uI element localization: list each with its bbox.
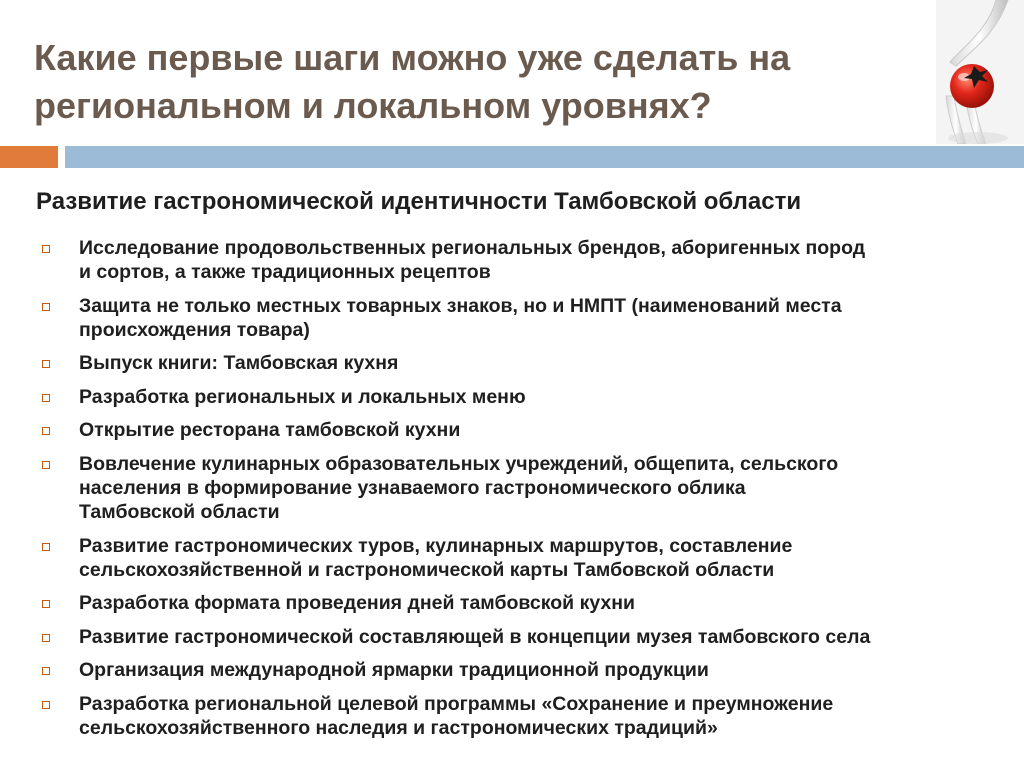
square-bullet-icon — [42, 360, 50, 368]
square-bullet-icon — [42, 667, 50, 675]
bullet-item — [40, 534, 1000, 582]
bullet-item — [40, 452, 1000, 524]
bullet-text-line: Защита не только местных товарных знаков, но и НМПТ (наименований места — [79, 294, 842, 317]
square-bullet-icon — [42, 245, 50, 253]
square-bullet-icon — [42, 701, 50, 709]
slide-subtitle: Развитие гастрономической идентичности Тамбовской области — [36, 188, 802, 215]
fork-with-tomato-icon — [936, 0, 1024, 144]
bullet-text-line: Организация международной ярмарки традиционной продукции — [79, 659, 709, 682]
bullet-item — [40, 591, 1000, 615]
bullet-item — [40, 418, 1000, 442]
bullet-item — [40, 236, 1000, 284]
bullet-text-line: Разработка формата проведения дней тамбовской кухни — [79, 592, 636, 615]
slide-title-line-1: Какие первые шаги можно уже сделать на — [34, 37, 791, 78]
square-bullet-icon — [42, 600, 50, 608]
bullet-text-line: Открытие ресторана тамбовской кухни — [79, 419, 461, 442]
bullet-text-line: сельскохозяйственной и гастрономической карты Тамбовской области — [79, 558, 775, 581]
bullet-text-line: Развитие гастрономической составляющей в концепции музея тамбовского села — [79, 625, 871, 648]
bullet-item — [40, 658, 1000, 682]
slide-title — [34, 34, 914, 130]
square-bullet-icon — [42, 427, 50, 435]
bullet-text-line: Разработка региональных и локальных меню — [79, 385, 526, 408]
square-bullet-icon — [42, 394, 50, 402]
bullet-text-line: происхождения товара) — [79, 318, 310, 341]
bullet-text-line: Разработка региональной целевой программы «Сохранение и преумножение — [79, 692, 834, 715]
slide-title-line-2: региональном и локальном уровнях? — [34, 85, 712, 126]
bullet-item — [40, 385, 1000, 409]
square-bullet-icon — [42, 543, 50, 551]
bullet-text-line: Тамбовской области — [79, 500, 280, 523]
square-bullet-icon — [42, 303, 50, 311]
divider-bar-left — [0, 146, 58, 168]
bullet-list — [40, 236, 1000, 750]
bullet-item — [40, 692, 1000, 740]
bullet-text-line: и сортов, а также традиционных рецептов — [79, 261, 491, 283]
bullet-text-line: Исследование продовольственных региональных брендов, аборигенных пород — [79, 237, 866, 259]
bullet-item — [40, 351, 1000, 375]
bullet-text-line: сельскохозяйственного наследия и гастрономических традиций» — [79, 716, 718, 739]
divider-bar-right — [65, 146, 1024, 168]
bullet-text-line: Вовлечение кулинарных образовательных учреждений, общепита, сельского — [79, 452, 839, 475]
square-bullet-icon — [42, 461, 50, 469]
square-bullet-icon — [42, 634, 50, 642]
bullet-text-line: Выпуск книги: Тамбовская кухня — [79, 352, 399, 375]
bullet-text-line: населения в формирование узнаваемого гастрономического облика — [79, 476, 746, 499]
bullet-item — [40, 625, 1000, 649]
bullet-text-line: Развитие гастрономических туров, кулинарных маршрутов, составление — [79, 534, 793, 557]
bullet-item — [40, 294, 1000, 342]
